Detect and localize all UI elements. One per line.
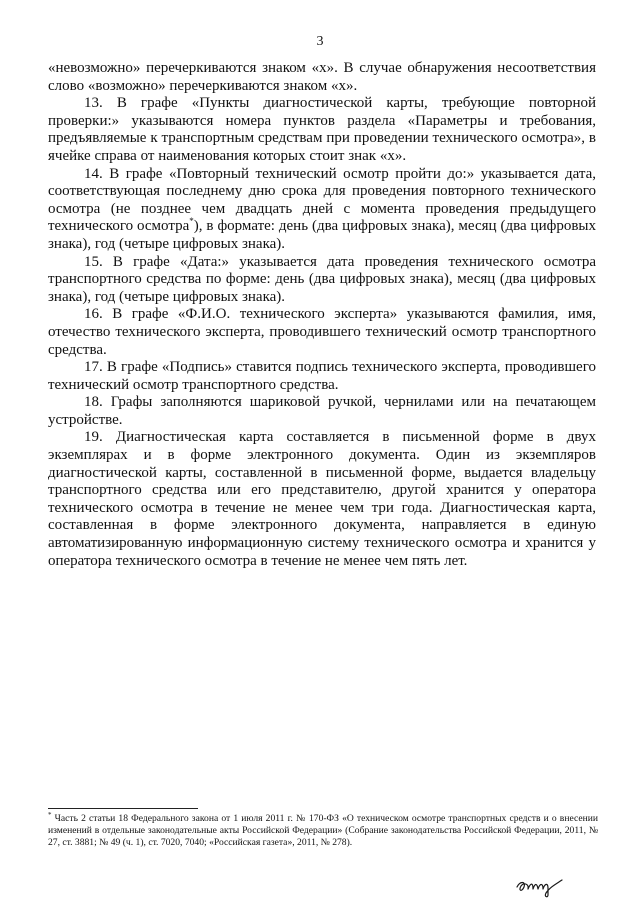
page-number: 3 — [316, 34, 324, 49]
paragraph-14 — [48, 166, 596, 254]
paragraph-14-text-before: 14. В графе «Повторный технический осмотр пройти до:» указывается дата, соответствующая последнему дню срока для проведения повторного технического осмотра (не позднее чем двадцать дней с момента проведения предыдущего технического осмотра — [48, 165, 596, 235]
footnote-divider — [48, 808, 198, 809]
footnote-marker: * — [48, 810, 52, 819]
document-body — [48, 60, 596, 570]
footnote — [48, 810, 598, 850]
paragraph-17: 17. В графе «Подпись» ставится подпись технического эксперта, проводившего технический осмотр транспортного средства. — [48, 359, 596, 393]
paragraph-19: 19. Диагностическая карта составляется в письменной форме в двух экземплярах и в форме электронного документа. Один из экземпляров диагностической карты, составленной в письменной форме, выдается владельцу транспортного средства или его представителю, другой хранится у оператора технического осмотра в течение не менее чем три года. Диагностическая карта, составленная в форме электронного документа, направляется в единую автоматизированную информационную систему технического осмотра и хранится у оператора технического осмотра в течение не менее чем пять лет. — [48, 429, 596, 569]
footnote-text: Часть 2 статьи 18 Федерального закона от 1 июля 2011 г. № 170-ФЗ «О техническом осмотре транспортных средств и о внесении изменений в отдельные законодательные акты Российской Федерации» (Собрание законодательства Российской Федерации, 2011, № 27, ст. 3881; № 49 (ч. 1), ст. 7020, 7040; «Российская газета», 2011, № 278). — [48, 813, 598, 849]
handwritten-initials-signature — [514, 872, 566, 898]
paragraph-continuation: «невозможно» перечеркиваются знаком «х». В случае обнаружения несоответствия слово «возможно» перечеркиваются знаком «х». — [48, 60, 596, 94]
paragraph-15: 15. В графе «Дата:» указывается дата проведения технического осмотра транспортного средства по форме: день (два цифровых знака), месяц (два цифровых знака), год (четыре цифровых знака). — [48, 253, 596, 305]
paragraph-18: 18. Графы заполняются шариковой ручкой, чернилами или на печатающем устройстве. — [48, 394, 596, 428]
footnote-reference-marker: * — [189, 216, 194, 227]
paragraph-13: 13. В графе «Пункты диагностической карты, требующие повторной проверки:» указываются номера пунктов раздела «Параметры и требования, предъявляемые к транспортным средствам при проведении технического осмотра», в ячейке справа от наименования которых стоит знак «х». — [48, 95, 596, 164]
paragraph-14-text-after: ), в формате: день (два цифровых знака), месяц (два цифровых знака), год (четыре цифровых знака). — [48, 218, 596, 252]
paragraph-16: 16. В графе «Ф.И.О. технического эксперта» указываются фамилия, имя, отечество технического эксперта, проводившего технический осмотр транспортного средства. — [48, 306, 596, 358]
